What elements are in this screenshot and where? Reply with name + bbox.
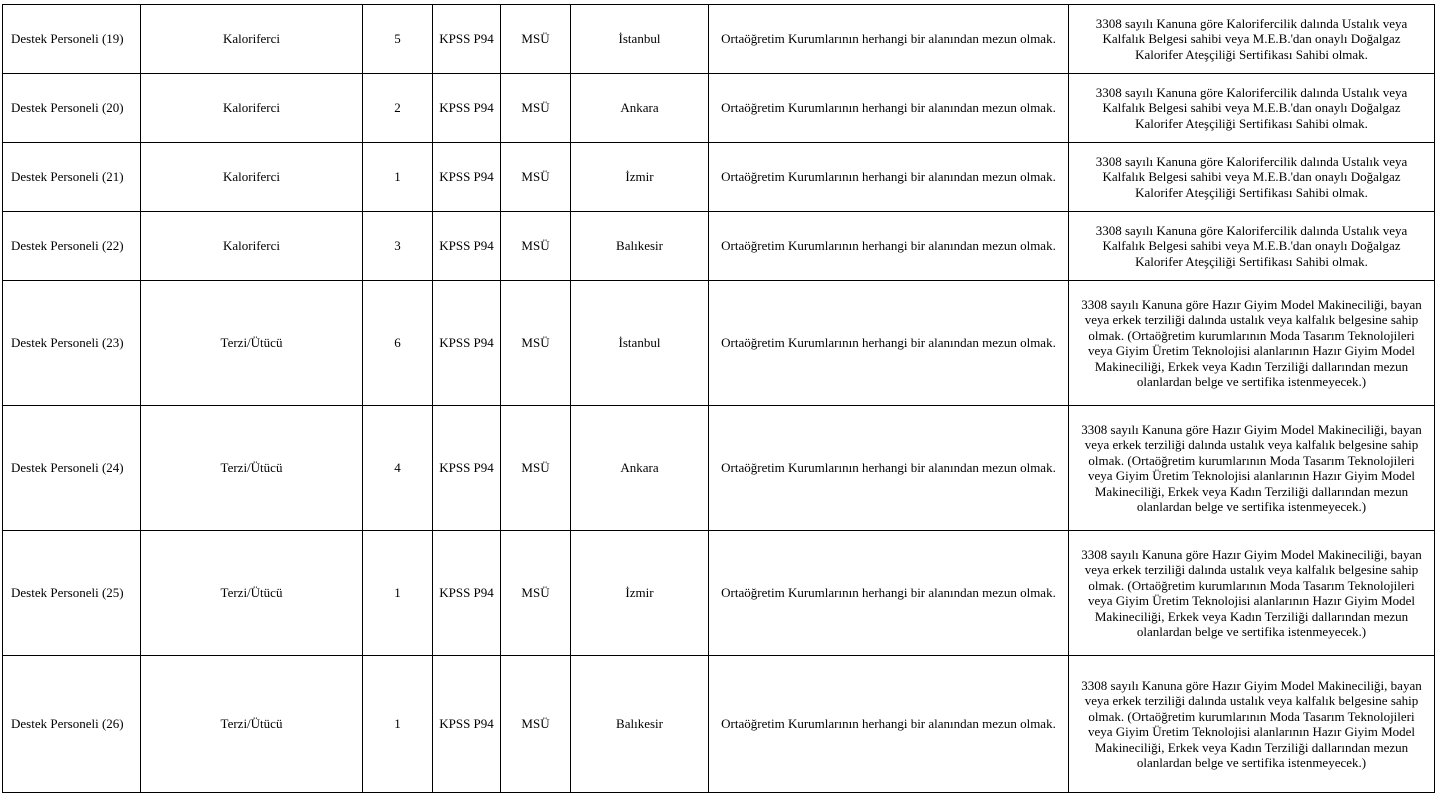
table-row [3,212,1435,281]
requirement-cell: 3308 sayılı Kanuna göre Kalorifercilik dalında Ustalık veya Kalfalık Belgesi sahibi veya M.E.B.'dan onaylı Doğalgaz Kalorifer Ateşçiliği Sertifikası Sahibi olmak. [1069,143,1435,212]
requirement-cell: 3308 sayılı Kanuna göre Hazır Giyim Model Makineciliği, bayan veya erkek terziliği dalında ustalık veya kalfalık belgesine sahip olmak. (Ortaöğretim kurumlarının Moda Tasarım Teknolojileri veya Giyim Üretim Teknolojisi alanlarının Hazır Giyim Model Makineciliği, Erkek veya Kadın Terziliği dallarından mezun olanlardan belge ve sertifika istenmeyecek.) [1069,656,1435,793]
unit-cell: Destek Personeli (19) [3,5,141,74]
title-cell: Terzi/Ütücü [141,281,363,406]
city-cell: İzmir [571,143,709,212]
requirement-cell: 3308 sayılı Kanuna göre Hazır Giyim Model Makineciliği, bayan veya erkek terziliği dalında ustalık veya kalfalık belgesine sahip olmak. (Ortaöğretim kurumlarının Moda Tasarım Teknolojileri veya Giyim Üretim Teknolojisi alanlarının Hazır Giyim Model Makineciliği, Erkek veya Kadın Terziliği dallarından mezun olanlardan belge ve sertifika istenmeyecek.) [1069,281,1435,406]
institution-cell: MSÜ [501,212,571,281]
table-row [3,531,1435,656]
personnel-table [2,4,1435,793]
count-cell: 1 [363,656,433,793]
institution-cell: MSÜ [501,656,571,793]
education-cell: Ortaöğretim Kurumlarının herhangi bir alanından mezun olmak. [709,212,1069,281]
count-cell: 1 [363,143,433,212]
count-cell: 5 [363,5,433,74]
title-cell: Kaloriferci [141,143,363,212]
education-cell: Ortaöğretim Kurumlarının herhangi bir alanından mezun olmak. [709,5,1069,74]
table-row [3,281,1435,406]
education-cell: Ortaöğretim Kurumlarının herhangi bir alanından mezun olmak. [709,531,1069,656]
title-cell: Terzi/Ütücü [141,656,363,793]
title-cell: Kaloriferci [141,5,363,74]
score-cell: KPSS P94 [433,74,501,143]
score-cell: KPSS P94 [433,531,501,656]
education-cell: Ortaöğretim Kurumlarının herhangi bir alanından mezun olmak. [709,74,1069,143]
score-cell: KPSS P94 [433,406,501,531]
unit-cell: Destek Personeli (23) [3,281,141,406]
education-cell: Ortaöğretim Kurumlarının herhangi bir alanından mezun olmak. [709,143,1069,212]
unit-cell: Destek Personeli (24) [3,406,141,531]
institution-cell: MSÜ [501,281,571,406]
table-row [3,656,1435,793]
title-cell: Kaloriferci [141,212,363,281]
score-cell: KPSS P94 [433,5,501,74]
table-row [3,406,1435,531]
institution-cell: MSÜ [501,406,571,531]
table-row [3,143,1435,212]
city-cell: Balıkesir [571,656,709,793]
score-cell: KPSS P94 [433,143,501,212]
city-cell: Ankara [571,406,709,531]
unit-cell: Destek Personeli (26) [3,656,141,793]
table-row [3,74,1435,143]
title-cell: Terzi/Ütücü [141,406,363,531]
title-cell: Terzi/Ütücü [141,531,363,656]
count-cell: 1 [363,531,433,656]
city-cell: İstanbul [571,281,709,406]
score-cell: KPSS P94 [433,212,501,281]
score-cell: KPSS P94 [433,281,501,406]
requirement-cell: 3308 sayılı Kanuna göre Kalorifercilik dalında Ustalık veya Kalfalık Belgesi sahibi veya M.E.B.'dan onaylı Doğalgaz Kalorifer Ateşçiliği Sertifikası Sahibi olmak. [1069,5,1435,74]
table-row [3,5,1435,74]
count-cell: 3 [363,212,433,281]
institution-cell: MSÜ [501,143,571,212]
city-cell: İzmir [571,531,709,656]
requirement-cell: 3308 sayılı Kanuna göre Kalorifercilik dalında Ustalık veya Kalfalık Belgesi sahibi veya M.E.B.'dan onaylı Doğalgaz Kalorifer Ateşçiliği Sertifikası Sahibi olmak. [1069,74,1435,143]
city-cell: İstanbul [571,5,709,74]
score-cell: KPSS P94 [433,656,501,793]
count-cell: 6 [363,281,433,406]
title-cell: Kaloriferci [141,74,363,143]
count-cell: 2 [363,74,433,143]
count-cell: 4 [363,406,433,531]
education-cell: Ortaöğretim Kurumlarının herhangi bir alanından mezun olmak. [709,281,1069,406]
unit-cell: Destek Personeli (22) [3,212,141,281]
education-cell: Ortaöğretim Kurumlarının herhangi bir alanından mezun olmak. [709,406,1069,531]
institution-cell: MSÜ [501,5,571,74]
requirement-cell: 3308 sayılı Kanuna göre Hazır Giyim Model Makineciliği, bayan veya erkek terziliği dalında ustalık veya kalfalık belgesine sahip olmak. (Ortaöğretim kurumlarının Moda Tasarım Teknolojileri veya Giyim Üretim Teknolojisi alanlarının Hazır Giyim Model Makineciliği, Erkek veya Kadın Terziliği dallarından mezun olanlardan belge ve sertifika istenmeyecek.) [1069,406,1435,531]
city-cell: Ankara [571,74,709,143]
institution-cell: MSÜ [501,74,571,143]
unit-cell: Destek Personeli (21) [3,143,141,212]
unit-cell: Destek Personeli (20) [3,74,141,143]
requirement-cell: 3308 sayılı Kanuna göre Kalorifercilik dalında Ustalık veya Kalfalık Belgesi sahibi veya M.E.B.'dan onaylı Doğalgaz Kalorifer Ateşçiliği Sertifikası Sahibi olmak. [1069,212,1435,281]
requirement-cell: 3308 sayılı Kanuna göre Hazır Giyim Model Makineciliği, bayan veya erkek terziliği dalında ustalık veya kalfalık belgesine sahip olmak. (Ortaöğretim kurumlarının Moda Tasarım Teknolojileri veya Giyim Üretim Teknolojisi alanlarının Hazır Giyim Model Makineciliği, Erkek veya Kadın Terziliği dallarından mezun olanlardan belge ve sertifika istenmeyecek.) [1069,531,1435,656]
institution-cell: MSÜ [501,531,571,656]
unit-cell: Destek Personeli (25) [3,531,141,656]
education-cell: Ortaöğretim Kurumlarının herhangi bir alanından mezun olmak. [709,656,1069,793]
city-cell: Balıkesir [571,212,709,281]
